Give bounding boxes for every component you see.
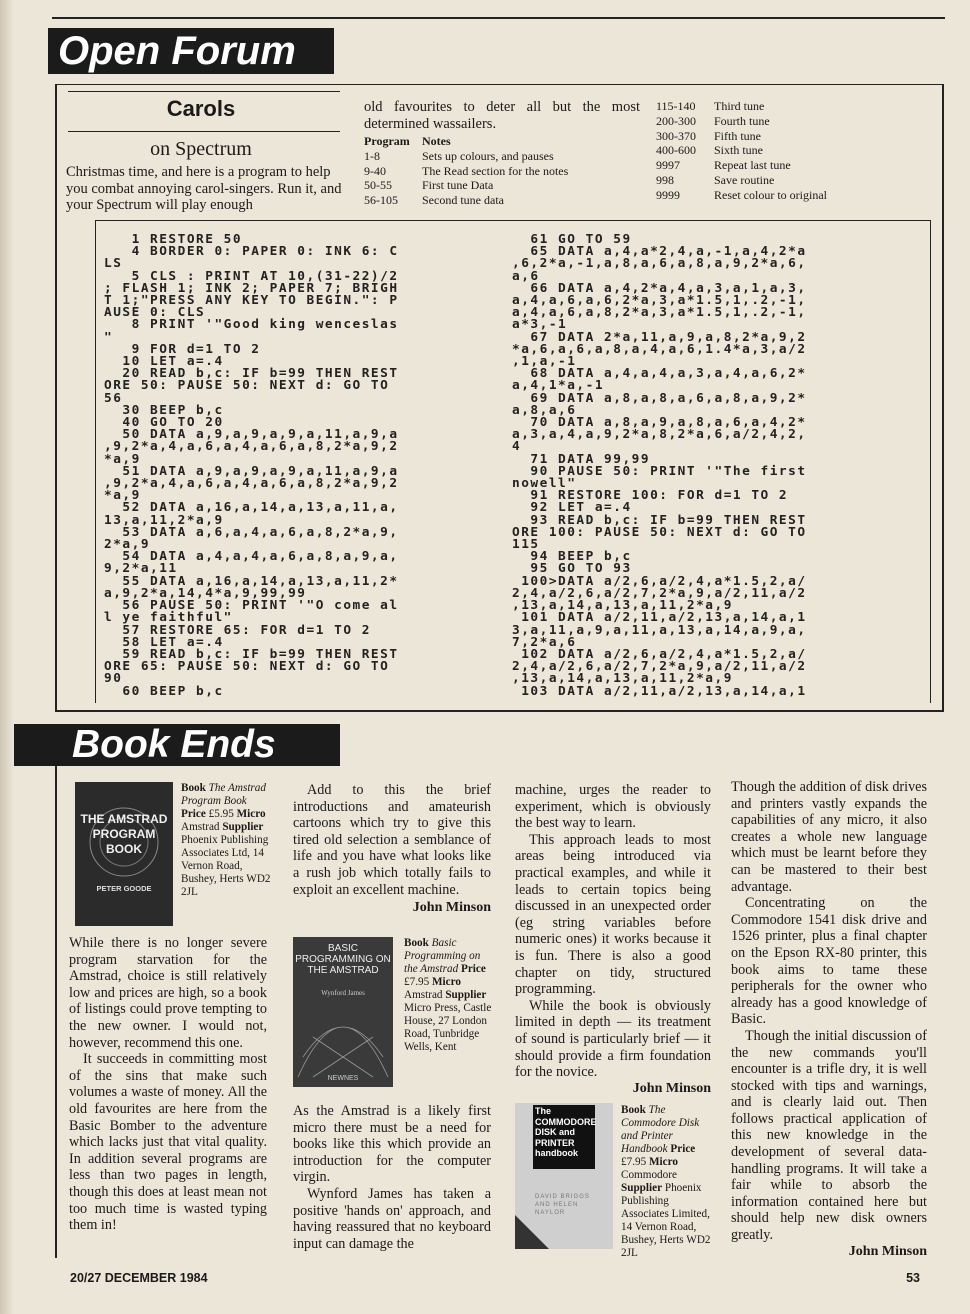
notes-row bbox=[656, 173, 926, 188]
paragraph: While the book is obviously limited in depth — its treatment of sound is particularly brief — it should provide a firm foundation for the novice. bbox=[515, 997, 711, 1081]
cover-title: BASIC PROGRAMMING ON THE AMSTRAD bbox=[295, 943, 391, 976]
book-micro: Amstrad bbox=[181, 821, 220, 833]
notes-lines: 50-55 bbox=[364, 178, 392, 193]
article-subtitle: on Spectrum bbox=[150, 138, 252, 160]
code-box-top bbox=[95, 220, 931, 221]
paragraph: Concentrating on the Commodore 1541 disk drive and 1526 printer, plus a final chapter on the Epson RX-80 printer, this book aims to tame these peripherals for the owner who already has a good knowledge of Basic. bbox=[731, 895, 927, 1028]
label-price: Price bbox=[460, 963, 486, 975]
notes-lines: 300-370 bbox=[656, 128, 696, 143]
notes-text: Third tune bbox=[714, 99, 765, 113]
book-micro: Commodore bbox=[621, 1169, 677, 1181]
book-cover-commodore-disk-printer bbox=[515, 1103, 613, 1249]
page-gutter bbox=[0, 0, 14, 1314]
review-column-2-bottom bbox=[293, 1103, 491, 1252]
paragraph: Wynford James has taken a positive 'hands on' approach, and having reassured that no keyboard input can damage the bbox=[293, 1185, 491, 1252]
book-info-1 bbox=[181, 782, 271, 899]
notes-row bbox=[364, 164, 644, 179]
label-price: Price bbox=[181, 808, 206, 820]
paragraph: Add to this the brief introductions and amateurish cartoons which try to give this tired old selection a semblance of life and you have what looks like a rush job which totally fails to exploit an excellent machine. bbox=[293, 782, 491, 898]
cover-title: The COMMODORE DISK and PRINTER handbook bbox=[535, 1106, 597, 1158]
article-intro-right: old favourites to deter all but the most determined wassailers. bbox=[364, 99, 640, 132]
book-price: £5.95 bbox=[208, 808, 234, 820]
paragraph: machine, urges the reader to experiment, which is obviously the best way to learn. bbox=[515, 782, 711, 832]
label-book: Book bbox=[621, 1104, 646, 1116]
code-box-right bbox=[930, 220, 931, 703]
top-rule bbox=[52, 17, 945, 19]
book-info-3 bbox=[621, 1104, 711, 1260]
label-micro: Micro bbox=[648, 1156, 678, 1168]
open-forum-right-border bbox=[942, 84, 944, 712]
program-notes-table-left bbox=[364, 134, 644, 208]
notes-row bbox=[364, 178, 644, 193]
article-title: Carols bbox=[166, 96, 236, 121]
label-supplier: Supplier bbox=[445, 989, 487, 1001]
page-number: 53 bbox=[906, 1271, 920, 1285]
book-supplier: Phoenix Publishing Associates Limited, 14 Vernon Road, Bushey, Herts WD2 2JL bbox=[621, 1182, 711, 1259]
book-supplier: Phoenix Publishing Associates Ltd, 14 Vernon Road, Bushey, Herts WD2 2JL bbox=[181, 834, 271, 898]
paragraph: Though the addition of disk drives and printers vastly expands the capabilities of any micro, it also creates a whole new language which must be learnt before they can be mastered to their best advantage. bbox=[731, 779, 927, 895]
program-notes-table-right bbox=[656, 99, 926, 203]
notes-lines: 56-105 bbox=[364, 193, 398, 208]
review-column-3 bbox=[515, 782, 711, 1097]
notes-lines: 1-8 bbox=[364, 148, 380, 163]
cover-author: DAVID BRIGGS AND HELEN NAYLOR bbox=[535, 1194, 590, 1216]
review-column-4 bbox=[731, 779, 927, 1260]
notes-text: Repeat last tune bbox=[714, 158, 791, 173]
notes-row bbox=[656, 143, 926, 158]
review-column-1 bbox=[69, 935, 267, 1234]
notes-text: Sets up colours, and pauses bbox=[422, 148, 554, 163]
cover-author: PETER GOODE bbox=[96, 884, 152, 893]
label-micro: Micro bbox=[431, 976, 461, 988]
code-listing-left: 1 RESTORE 50 4 BORDER 0: PAPER 0: INK 6: C LS 5 CLS : PRINT AT 10,(31-22)/2 ; FLASH 1; INK 2; PAPER 7; BRIGH T 1;"PRESS ANY KEY TO BEGIN.": P AUSE 0: CLS 8 PRINT '"Good king wenceslas " 9 FOR d=1 TO 2 10 LET a=.4 20 READ b,c: IF b=99 THEN REST ORE 50: PAUSE 50: NEXT d: GO TO 56 30 BEEP b,c 40 GO TO 20 50 DATA a,9,a,9,a,9,a,11,a,9,a ,9,2*a,4,a,6,a,4,a,6,a,8,2*a,9,2 *a,9 51 DATA a,9,a,9,a,9,a,11,a,9,a ,9,2*a,4,a,6,a,4,a,6,a,8,2*a,9,2 *a,9 52 DATA a,16,a,14,a,13,a,11,a, 13,a,11,2*a,9 53 DATA a,6,a,4,a,6,a,8,2*a,9, 2*a,9 54 DATA a,4,a,4,a,6,a,8,a,9,a, 9,2*a,11 55 DATA a,16,a,14,a,13,a,11,2* a,9,2*a,14,4*a,9,99,99 56 PAUSE 50: PRINT '"O come al l ye faithful" 57 RESTORE 65: FOR d=1 TO 2 58 LET a=.4 59 READ b,c: IF b=99 THEN REST ORE 65: PAUSE 50: NEXT d: GO TO 90 60 BEEP b,c bbox=[104, 232, 399, 699]
notes-lines: 9999 bbox=[656, 187, 680, 202]
notes-text: Reset colour to original bbox=[714, 187, 827, 202]
paragraph: This approach leads to most areas being introduced via practical examples, and while it leads to certain topics being discussed in an unexpected order (eg string variables before numeric ones) it works because it is fun. There is also a good chapter on tidy, structured programming. bbox=[515, 831, 711, 998]
paragraph: As the Amstrad is a likely first micro there must be a need for books like this which provide an introduction for the computer virgin. bbox=[293, 1103, 491, 1186]
notes-text: First tune Data bbox=[422, 178, 494, 193]
notes-row bbox=[364, 149, 644, 164]
book-info-2 bbox=[404, 937, 494, 1054]
book-ends-banner: Book Ends bbox=[14, 724, 340, 766]
notes-text: The Read section for the notes bbox=[422, 163, 569, 178]
notes-row bbox=[656, 129, 926, 144]
label-supplier: Supplier bbox=[222, 821, 264, 833]
book-cover-basic-programming bbox=[293, 937, 393, 1087]
book-cover-amstrad-program-book bbox=[75, 782, 173, 926]
notes-text: Save routine bbox=[714, 172, 775, 187]
carols-rule-mid bbox=[68, 131, 340, 132]
book-ends-left-border bbox=[55, 766, 57, 1258]
notes-text: Fourth tune bbox=[714, 113, 770, 128]
book-price: £7.95 bbox=[404, 976, 430, 988]
notes-header-notes: Notes bbox=[422, 134, 451, 148]
review-column-2-top bbox=[293, 782, 491, 917]
notes-row bbox=[656, 114, 926, 129]
paragraph: Though the initial discussion of the new commands you'll encounter is a trifle dry, it is well stocked with tips and warnings, and is clearly laid out. Then follows practical application of this new knowledge in the development of several data-handling programs. It will take a fair while to absorb the information contained here but should help new disk owners greatly. bbox=[731, 1027, 927, 1244]
label-book: Book bbox=[181, 782, 206, 794]
notes-header-program: Program bbox=[364, 134, 410, 148]
article-intro-left: Christmas time, and here is a program to help you combat annoying carol-singers. Run it, and your Spectrum will play enough bbox=[66, 164, 342, 213]
cover-author: Wynford James bbox=[321, 989, 365, 997]
notes-row bbox=[656, 188, 926, 203]
notes-text: Second tune data bbox=[422, 193, 504, 208]
notes-lines: 200-300 bbox=[656, 113, 696, 128]
book-title: The Commodore Disk and Printer Handbook bbox=[621, 1104, 700, 1155]
paragraph: While there is no longer severe program starvation for the Amstrad, choice is still relatively low and prices are high, so a book of listings could prove tempting to the new owner. I would not, however, recommend this one. bbox=[69, 935, 267, 1051]
reviewer-byline: John Minson bbox=[848, 1243, 927, 1259]
notes-lines: 115-140 bbox=[656, 99, 696, 113]
reviewer-byline: John Minson bbox=[632, 1080, 711, 1096]
book-micro: Amstrad bbox=[404, 989, 443, 1001]
label-micro: Micro bbox=[236, 808, 266, 820]
notes-row bbox=[656, 158, 926, 173]
cover-art bbox=[515, 1103, 613, 1249]
open-forum-banner: Open Forum bbox=[48, 28, 334, 74]
cover-title: THE AMSTRAD PROGRAM BOOK bbox=[80, 812, 168, 856]
reviewer-byline: John Minson bbox=[412, 900, 491, 916]
notes-lines: 400-600 bbox=[656, 143, 696, 158]
book-supplier: Micro Press, Castle House, 27 London Road, Tunbridge Wells, Kent bbox=[404, 1002, 492, 1053]
footer-date: 20/27 DECEMBER 1984 bbox=[70, 1271, 208, 1285]
open-forum-bottom-border bbox=[55, 710, 944, 712]
label-price: Price bbox=[670, 1143, 696, 1155]
paragraph: It succeeds in committing most of the sins that make such volumes a waste of money. All the old favourites are here from the Basic Bomber to the adventure which lacks just that vital quality. In addition several programs are less than two pages in length, though this does at least mean not too much time is wasted typing them in! bbox=[69, 1051, 267, 1234]
notes-lines: 9997 bbox=[656, 158, 680, 173]
label-book: Book bbox=[404, 937, 429, 949]
code-listing-right: 61 GO TO 59 65 DATA a,4,a*2,4,a,-1,a,4,2*a ,6,2*a,-1,a,8,a,6,a,8,a,9,2*a,6, a,6 66 DATA a,4,2*a,4,a,3,a,1,a,3, a,4,a,6,a,6,2*a,3,a*1.5,1,.2,-1, a,4,a,6,a,8,2*a,3,a*1.5,1,.2,-1, a*3,-1 67 DATA 2*a,11,a,9,a,8,2*a,9,2 *a,6,a,6,a,8,a,4,a,6,1.4*a,3,a/2 ,1,a,-1 68 DATA a,4,a,4,a,3,a,4,a,6,2* a,4,1*a,-1 69 DATA a,8,a,8,a,6,a,8,a,9,2* a,8,a,6 70 DATA a,8,a,9,a,8,a,6,a,4,2* a,3,a,4,a,9,2*a,8,2*a,6,a/2,4,2, 4 71 DATA 99,99 90 PAUSE 50: PRINT '"The first nowell" 91 RESTORE 100: FOR d=1 TO 2 92 LET a=.4 93 READ b,c: IF b=99 THEN REST ORE 100: PAUSE 50: NEXT d: GO TO 115 94 BEEP b,c 95 GO TO 93 100>DATA a/2,6,a/2,4,a*1.5,2,a/ 2,4,a/2,6,a/2,7,2*a,9,a/2,11,a/2 ,13,a,14,a,13,a,11,2*a,9 101 DATA a/2,11,a/2,13,a,14,a,1 3,a,11,a,9,a,11,a,13,a,14,a,9,a, 7,2*a,6 102 DATA a/2,6,a/2,4,a*1.5,2,a/ 2,4,a/2,6,a/2,7,2*a,9,a/2,11,a/2 ,13,a,14,a,13,a,11,2*a,9 103 DATA a/2,11,a/2,13,a,14,a,1 bbox=[512, 232, 807, 699]
code-box-left bbox=[95, 220, 96, 703]
notes-lines: 9-40 bbox=[364, 163, 386, 178]
notes-row bbox=[364, 193, 644, 208]
notes-row bbox=[656, 99, 926, 114]
open-forum-top-border bbox=[55, 84, 944, 85]
label-supplier: Supplier bbox=[621, 1182, 663, 1194]
cover-publisher: NEWNES bbox=[327, 1075, 359, 1082]
notes-lines: 998 bbox=[656, 172, 674, 187]
notes-text: Sixth tune bbox=[714, 143, 764, 158]
carols-rule-top bbox=[68, 91, 340, 92]
book-title: Basic Programming on the Amstrad bbox=[404, 937, 481, 975]
notes-text: Fifth tune bbox=[714, 128, 761, 143]
open-forum-left-border bbox=[55, 84, 57, 712]
book-title: The Amstrad Program Book bbox=[181, 782, 266, 807]
book-price: £7.95 bbox=[621, 1156, 647, 1168]
